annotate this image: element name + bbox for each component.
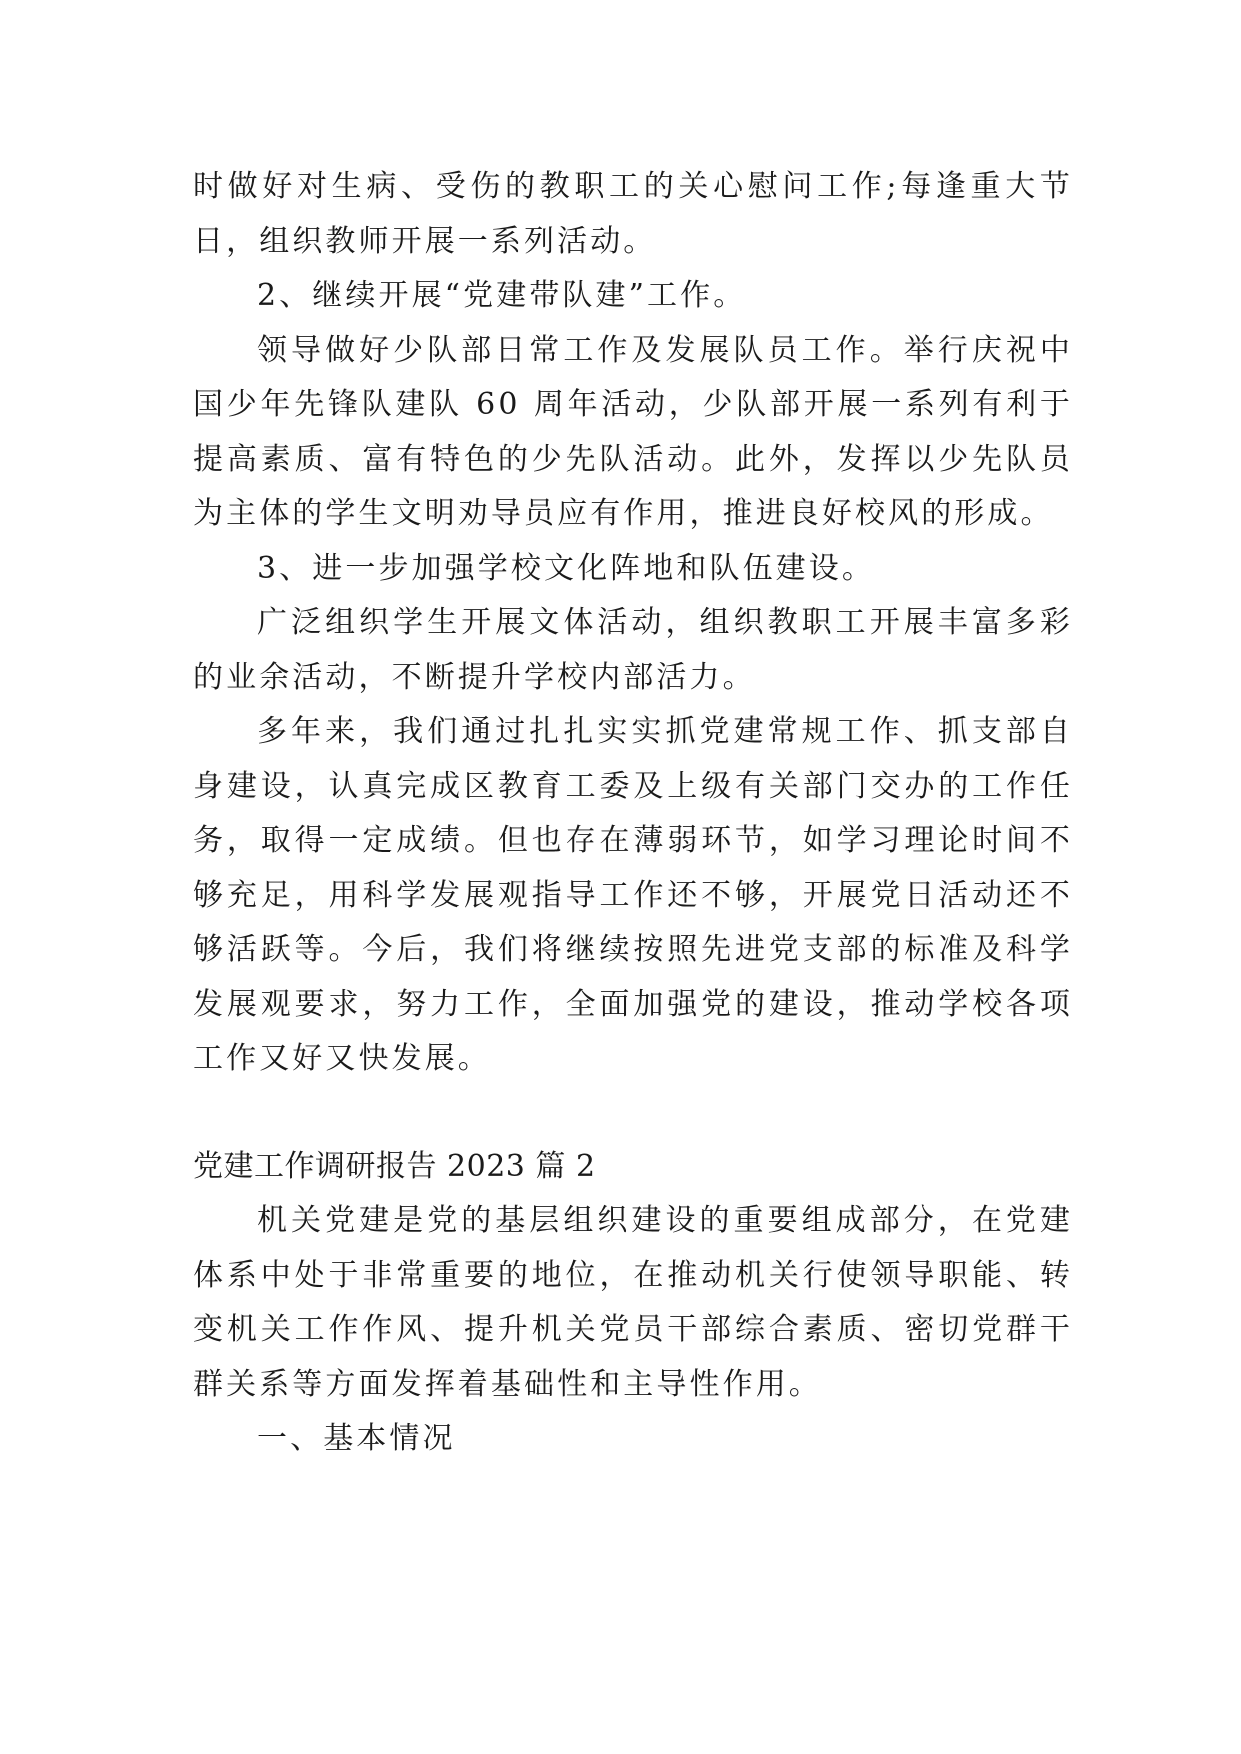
- paragraph-intro: 机关党建是党的基层组织建设的重要组成部分，在党建体系中处于非常重要的地位，在推动机关行使领导职能、转变机关工作作风、提升机关党员干部综合素质、密切党群干群关系等方面发挥着基础性和主导性作用。: [193, 1203, 1073, 1402]
- section-title: 党建工作调研报告 2023 篇 2: [193, 1148, 596, 1184]
- subheading-2: 2、继续开展“党建带队建”工作。: [257, 278, 747, 313]
- paragraph-cultural-activities: 广泛组织学生开展文体活动，组织教职工开展丰富多彩的业余活动，不断提升学校内部活力。: [193, 605, 1073, 695]
- paragraph-continuation: 时做好对生病、受伤的教职工的关心慰问工作;每逢重大节日，组织教师开展一系列活动。: [193, 169, 1073, 259]
- document-body: [193, 160, 1073, 1467]
- paragraph-young-pioneers: 领导做好少队部日常工作及发展队员工作。举行庆祝中国少年先锋队建队 60 周年活动，少队部开展一系列有利于提高素质、富有特色的少先队活动。此外，发挥以少先队员为主体的学生文明劝导员应有作用，推进良好校风的形成。: [193, 332, 1073, 531]
- subheading-3: 3、进一步加强学校文化阵地和队伍建设。: [257, 550, 875, 586]
- subheading-basic-situation: 一、基本情况: [257, 1421, 456, 1456]
- paragraph-summary: 多年来，我们通过扎扎实实抓党建常规工作、抓支部自身建设，认真完成区教育工委及上级有关部门交办的工作任务，取得一定成绩。但也存在薄弱环节，如学习理论时间不够充足，用科学发展观指导工作还不够，开展党日活动还不够活跃等。今后，我们将继续按照先进党支部的标准及科学发展观要求，努力工作，全面加强党的建设，推动学校各项工作又好又快发展。: [193, 714, 1073, 1076]
